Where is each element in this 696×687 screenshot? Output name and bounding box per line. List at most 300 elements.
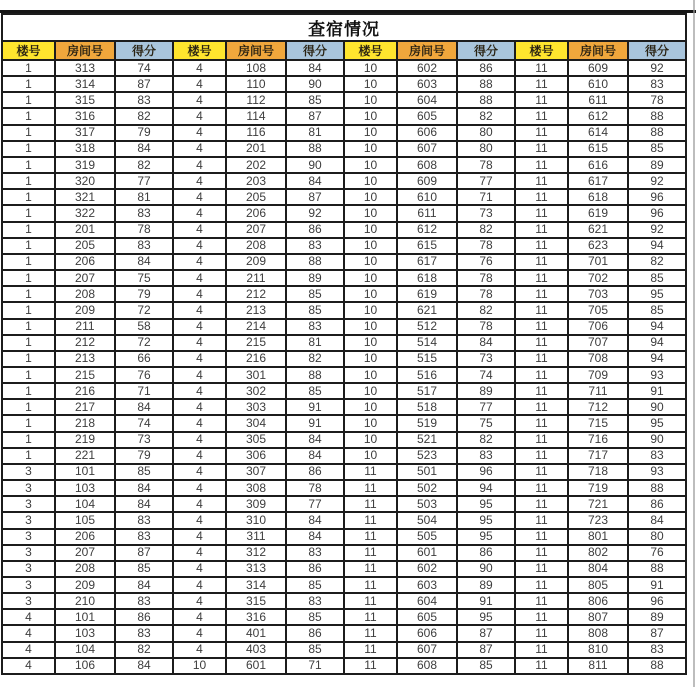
cell-score: 72 xyxy=(115,335,173,351)
cell-room: 207 xyxy=(226,222,286,238)
cell-score: 96 xyxy=(628,593,686,609)
cell-building: 4 xyxy=(173,383,226,399)
cell-score: 84 xyxy=(115,399,173,415)
cell-room: 205 xyxy=(55,238,115,254)
cell-building: 1 xyxy=(2,76,55,92)
cell-room: 703 xyxy=(568,286,628,302)
cell-score: 84 xyxy=(286,432,344,448)
cell-score: 77 xyxy=(115,173,173,189)
cell-building: 4 xyxy=(173,189,226,205)
cell-building: 10 xyxy=(344,448,397,464)
cell-room: 811 xyxy=(568,658,628,674)
cell-room: 806 xyxy=(568,593,628,609)
cell-room: 316 xyxy=(226,609,286,625)
cell-building: 10 xyxy=(344,383,397,399)
cell-building: 10 xyxy=(344,270,397,286)
cell-room: 617 xyxy=(397,254,457,270)
header-cell-building: 楼号 xyxy=(173,41,226,60)
cell-room: 106 xyxy=(55,658,115,674)
cell-building: 4 xyxy=(173,238,226,254)
cell-score: 86 xyxy=(286,464,344,480)
header-cell-score: 得分 xyxy=(457,41,515,60)
cell-building: 11 xyxy=(515,302,568,318)
cell-score: 94 xyxy=(457,480,515,496)
cell-room: 308 xyxy=(226,480,286,496)
cell-score: 83 xyxy=(628,76,686,92)
cell-building: 10 xyxy=(344,415,397,431)
cell-room: 209 xyxy=(55,577,115,593)
cell-building: 3 xyxy=(2,496,55,512)
table-row xyxy=(2,399,686,415)
table-row xyxy=(2,642,686,658)
cell-score: 82 xyxy=(628,254,686,270)
cell-building: 11 xyxy=(515,545,568,561)
cell-room: 313 xyxy=(55,60,115,76)
cell-building: 11 xyxy=(515,658,568,674)
cell-room: 611 xyxy=(397,205,457,221)
cell-score: 83 xyxy=(628,642,686,658)
cell-building: 4 xyxy=(173,593,226,609)
cell-building: 4 xyxy=(173,351,226,367)
table-row xyxy=(2,496,686,512)
cell-score: 95 xyxy=(457,512,515,528)
cell-building: 11 xyxy=(344,642,397,658)
cell-score: 84 xyxy=(115,496,173,512)
cell-building: 1 xyxy=(2,270,55,286)
cell-score: 86 xyxy=(286,561,344,577)
table-row xyxy=(2,254,686,270)
table-body xyxy=(2,60,686,674)
table-row xyxy=(2,367,686,383)
cell-score: 84 xyxy=(115,141,173,157)
table-row xyxy=(2,335,686,351)
cell-score: 91 xyxy=(628,577,686,593)
cell-room: 712 xyxy=(568,399,628,415)
cell-building: 11 xyxy=(344,496,397,512)
cell-score: 86 xyxy=(115,609,173,625)
cell-building: 4 xyxy=(173,625,226,641)
cell-room: 607 xyxy=(397,141,457,157)
cell-room: 104 xyxy=(55,642,115,658)
cell-room: 207 xyxy=(55,545,115,561)
table-row xyxy=(2,157,686,173)
cell-building: 11 xyxy=(515,625,568,641)
cell-score: 88 xyxy=(457,92,515,108)
cell-score: 82 xyxy=(457,108,515,124)
table-row xyxy=(2,529,686,545)
cell-building: 10 xyxy=(344,222,397,238)
cell-room: 105 xyxy=(55,512,115,528)
cell-room: 112 xyxy=(226,92,286,108)
cell-room: 619 xyxy=(568,205,628,221)
cell-score: 66 xyxy=(115,351,173,367)
cell-building: 4 xyxy=(173,448,226,464)
cell-score: 89 xyxy=(457,383,515,399)
cell-room: 623 xyxy=(568,238,628,254)
cell-room: 101 xyxy=(55,609,115,625)
cell-building: 10 xyxy=(344,238,397,254)
cell-building: 11 xyxy=(344,577,397,593)
cell-room: 701 xyxy=(568,254,628,270)
cell-room: 209 xyxy=(55,302,115,318)
cell-building: 11 xyxy=(515,319,568,335)
table-row xyxy=(2,92,686,108)
cell-score: 85 xyxy=(286,383,344,399)
cell-building: 11 xyxy=(515,222,568,238)
cell-building: 3 xyxy=(2,512,55,528)
cell-building: 1 xyxy=(2,351,55,367)
cell-building: 1 xyxy=(2,383,55,399)
cell-room: 804 xyxy=(568,561,628,577)
table-row xyxy=(2,286,686,302)
cell-score: 92 xyxy=(628,60,686,76)
cell-building: 11 xyxy=(515,609,568,625)
cell-room: 615 xyxy=(397,238,457,254)
cell-score: 88 xyxy=(457,76,515,92)
cell-building: 4 xyxy=(2,625,55,641)
cell-score: 93 xyxy=(628,464,686,480)
cell-score: 78 xyxy=(457,157,515,173)
cell-room: 602 xyxy=(397,561,457,577)
cell-room: 618 xyxy=(568,189,628,205)
cell-room: 807 xyxy=(568,609,628,625)
cell-room: 607 xyxy=(397,642,457,658)
cell-building: 10 xyxy=(344,302,397,318)
cell-score: 88 xyxy=(286,367,344,383)
page-title: 查宿情况 xyxy=(2,14,686,41)
cell-building: 4 xyxy=(173,577,226,593)
cell-building: 3 xyxy=(2,480,55,496)
cell-building: 11 xyxy=(515,238,568,254)
cell-building: 11 xyxy=(515,157,568,173)
table-row xyxy=(2,173,686,189)
cell-score: 87 xyxy=(286,189,344,205)
cell-room: 322 xyxy=(55,205,115,221)
cell-score: 80 xyxy=(628,529,686,545)
cell-building: 1 xyxy=(2,302,55,318)
cell-room: 211 xyxy=(226,270,286,286)
cell-score: 71 xyxy=(286,658,344,674)
dorm-inspection-table xyxy=(1,13,687,675)
table-row xyxy=(2,222,686,238)
cell-building: 4 xyxy=(173,157,226,173)
header-cell-building: 楼号 xyxy=(2,41,55,60)
cell-building: 1 xyxy=(2,286,55,302)
cell-building: 4 xyxy=(173,545,226,561)
cell-room: 208 xyxy=(226,238,286,254)
cell-score: 73 xyxy=(457,351,515,367)
table-row xyxy=(2,60,686,76)
cell-score: 84 xyxy=(286,173,344,189)
cell-score: 88 xyxy=(628,658,686,674)
cell-room: 604 xyxy=(397,593,457,609)
cell-score: 94 xyxy=(628,319,686,335)
cell-score: 83 xyxy=(115,512,173,528)
cell-room: 715 xyxy=(568,415,628,431)
table-row xyxy=(2,625,686,641)
cell-score: 83 xyxy=(115,205,173,221)
cell-room: 314 xyxy=(226,577,286,593)
cell-score: 78 xyxy=(457,270,515,286)
cell-score: 82 xyxy=(457,222,515,238)
cell-score: 78 xyxy=(457,286,515,302)
cell-building: 4 xyxy=(173,222,226,238)
cell-score: 89 xyxy=(457,577,515,593)
cell-building: 3 xyxy=(2,464,55,480)
cell-room: 316 xyxy=(55,108,115,124)
cell-score: 94 xyxy=(628,351,686,367)
cell-score: 91 xyxy=(457,593,515,609)
cell-building: 1 xyxy=(2,205,55,221)
cell-building: 10 xyxy=(173,658,226,674)
cell-building: 4 xyxy=(173,286,226,302)
cell-building: 4 xyxy=(173,319,226,335)
cell-score: 88 xyxy=(628,561,686,577)
cell-score: 81 xyxy=(286,125,344,141)
cell-room: 716 xyxy=(568,432,628,448)
cell-score: 77 xyxy=(286,496,344,512)
cell-score: 77 xyxy=(457,173,515,189)
cell-building: 11 xyxy=(344,561,397,577)
cell-score: 78 xyxy=(457,319,515,335)
cell-building: 4 xyxy=(173,335,226,351)
cell-score: 96 xyxy=(628,189,686,205)
cell-room: 612 xyxy=(568,108,628,124)
cell-room: 618 xyxy=(397,270,457,286)
table-row xyxy=(2,302,686,318)
cell-score: 85 xyxy=(457,658,515,674)
cell-room: 304 xyxy=(226,415,286,431)
cell-score: 90 xyxy=(457,561,515,577)
cell-score: 90 xyxy=(286,157,344,173)
cell-building: 11 xyxy=(515,286,568,302)
cell-building: 1 xyxy=(2,157,55,173)
cell-building: 10 xyxy=(344,173,397,189)
cell-room: 216 xyxy=(55,383,115,399)
cell-room: 603 xyxy=(397,577,457,593)
cell-room: 211 xyxy=(55,319,115,335)
cell-room: 617 xyxy=(568,173,628,189)
cell-room: 212 xyxy=(55,335,115,351)
cell-score: 78 xyxy=(115,222,173,238)
cell-score: 85 xyxy=(286,609,344,625)
table-row xyxy=(2,238,686,254)
cell-building: 11 xyxy=(515,448,568,464)
cell-score: 83 xyxy=(457,448,515,464)
cell-score: 85 xyxy=(628,270,686,286)
cell-score: 85 xyxy=(286,302,344,318)
cell-room: 319 xyxy=(55,157,115,173)
cell-building: 11 xyxy=(515,464,568,480)
cell-score: 72 xyxy=(115,302,173,318)
cell-room: 116 xyxy=(226,125,286,141)
cell-room: 611 xyxy=(568,92,628,108)
table-row xyxy=(2,319,686,335)
cell-room: 621 xyxy=(397,302,457,318)
cell-room: 314 xyxy=(55,76,115,92)
cell-building: 3 xyxy=(2,561,55,577)
cell-score: 91 xyxy=(628,383,686,399)
cell-building: 1 xyxy=(2,141,55,157)
cell-score: 80 xyxy=(457,141,515,157)
cell-score: 90 xyxy=(628,432,686,448)
cell-room: 215 xyxy=(55,367,115,383)
cell-building: 11 xyxy=(344,609,397,625)
cell-score: 83 xyxy=(115,625,173,641)
table-row xyxy=(2,108,686,124)
cell-score: 88 xyxy=(628,108,686,124)
cell-building: 4 xyxy=(173,60,226,76)
cell-score: 88 xyxy=(286,141,344,157)
cell-room: 601 xyxy=(226,658,286,674)
cell-score: 82 xyxy=(115,108,173,124)
cell-building: 11 xyxy=(515,577,568,593)
cell-building: 11 xyxy=(515,432,568,448)
cell-score: 76 xyxy=(115,367,173,383)
cell-score: 82 xyxy=(457,432,515,448)
table-row xyxy=(2,189,686,205)
cell-room: 518 xyxy=(397,399,457,415)
cell-building: 4 xyxy=(2,658,55,674)
header-cell-building: 楼号 xyxy=(515,41,568,60)
cell-building: 4 xyxy=(2,642,55,658)
cell-score: 78 xyxy=(457,238,515,254)
cell-room: 103 xyxy=(55,625,115,641)
cell-room: 213 xyxy=(55,351,115,367)
cell-score: 81 xyxy=(115,189,173,205)
cell-building: 1 xyxy=(2,60,55,76)
cell-building: 10 xyxy=(344,351,397,367)
cell-building: 11 xyxy=(515,593,568,609)
cell-score: 85 xyxy=(286,577,344,593)
cell-room: 214 xyxy=(226,319,286,335)
header-cell-room: 房间号 xyxy=(397,41,457,60)
cell-score: 88 xyxy=(628,480,686,496)
cell-room: 110 xyxy=(226,76,286,92)
cell-building: 4 xyxy=(173,432,226,448)
cell-building: 10 xyxy=(344,125,397,141)
cell-room: 317 xyxy=(55,125,115,141)
cell-building: 4 xyxy=(173,108,226,124)
cell-room: 721 xyxy=(568,496,628,512)
cell-score: 79 xyxy=(115,125,173,141)
cell-score: 74 xyxy=(115,415,173,431)
cell-room: 206 xyxy=(226,205,286,221)
cell-building: 11 xyxy=(515,125,568,141)
cell-room: 201 xyxy=(55,222,115,238)
cell-room: 504 xyxy=(397,512,457,528)
cell-room: 805 xyxy=(568,577,628,593)
cell-room: 521 xyxy=(397,432,457,448)
cell-building: 4 xyxy=(173,642,226,658)
cell-room: 217 xyxy=(55,399,115,415)
cell-room: 723 xyxy=(568,512,628,528)
header-cell-score: 得分 xyxy=(115,41,173,60)
cell-score: 87 xyxy=(628,625,686,641)
cell-score: 81 xyxy=(286,335,344,351)
cell-room: 206 xyxy=(55,529,115,545)
cell-building: 10 xyxy=(344,399,397,415)
cell-score: 92 xyxy=(286,205,344,221)
cell-score: 73 xyxy=(457,205,515,221)
cell-building: 4 xyxy=(173,480,226,496)
cell-building: 11 xyxy=(515,512,568,528)
cell-room: 302 xyxy=(226,383,286,399)
cell-room: 709 xyxy=(568,367,628,383)
cell-building: 10 xyxy=(344,205,397,221)
cell-building: 1 xyxy=(2,367,55,383)
cell-room: 616 xyxy=(568,157,628,173)
cell-room: 215 xyxy=(226,335,286,351)
cell-room: 306 xyxy=(226,448,286,464)
cell-score: 95 xyxy=(457,609,515,625)
cell-room: 321 xyxy=(55,189,115,205)
table-row xyxy=(2,545,686,561)
cell-score: 84 xyxy=(457,335,515,351)
cell-building: 1 xyxy=(2,254,55,270)
cell-building: 4 xyxy=(173,415,226,431)
cell-room: 603 xyxy=(397,76,457,92)
cell-room: 312 xyxy=(226,545,286,561)
cell-room: 307 xyxy=(226,464,286,480)
cell-score: 85 xyxy=(286,642,344,658)
cell-score: 84 xyxy=(286,448,344,464)
cell-score: 83 xyxy=(286,545,344,561)
cell-room: 802 xyxy=(568,545,628,561)
cell-score: 84 xyxy=(115,254,173,270)
cell-building: 11 xyxy=(515,60,568,76)
cell-room: 517 xyxy=(397,383,457,399)
cell-room: 601 xyxy=(397,545,457,561)
title-row xyxy=(2,14,686,41)
cell-room: 505 xyxy=(397,529,457,545)
cell-room: 401 xyxy=(226,625,286,641)
cell-score: 95 xyxy=(457,529,515,545)
cell-score: 86 xyxy=(457,545,515,561)
cell-score: 90 xyxy=(286,76,344,92)
cell-score: 84 xyxy=(628,512,686,528)
cell-building: 3 xyxy=(2,593,55,609)
cell-room: 515 xyxy=(397,351,457,367)
cell-room: 219 xyxy=(55,432,115,448)
cell-score: 83 xyxy=(115,529,173,545)
cell-score: 78 xyxy=(628,92,686,108)
cell-building: 1 xyxy=(2,432,55,448)
cell-score: 89 xyxy=(286,270,344,286)
table-row xyxy=(2,383,686,399)
cell-building: 11 xyxy=(515,415,568,431)
cell-building: 10 xyxy=(344,335,397,351)
cell-room: 604 xyxy=(397,92,457,108)
cell-room: 218 xyxy=(55,415,115,431)
cell-building: 4 xyxy=(173,92,226,108)
cell-score: 88 xyxy=(286,254,344,270)
table-row xyxy=(2,593,686,609)
cell-building: 11 xyxy=(344,529,397,545)
cell-building: 11 xyxy=(515,254,568,270)
cell-building: 1 xyxy=(2,125,55,141)
cell-score: 80 xyxy=(457,125,515,141)
header-cell-score: 得分 xyxy=(286,41,344,60)
cell-score: 83 xyxy=(115,92,173,108)
cell-room: 605 xyxy=(397,108,457,124)
cell-score: 95 xyxy=(628,286,686,302)
cell-building: 10 xyxy=(344,76,397,92)
cell-room: 609 xyxy=(568,60,628,76)
table-row xyxy=(2,141,686,157)
table-row xyxy=(2,561,686,577)
cell-room: 621 xyxy=(568,222,628,238)
